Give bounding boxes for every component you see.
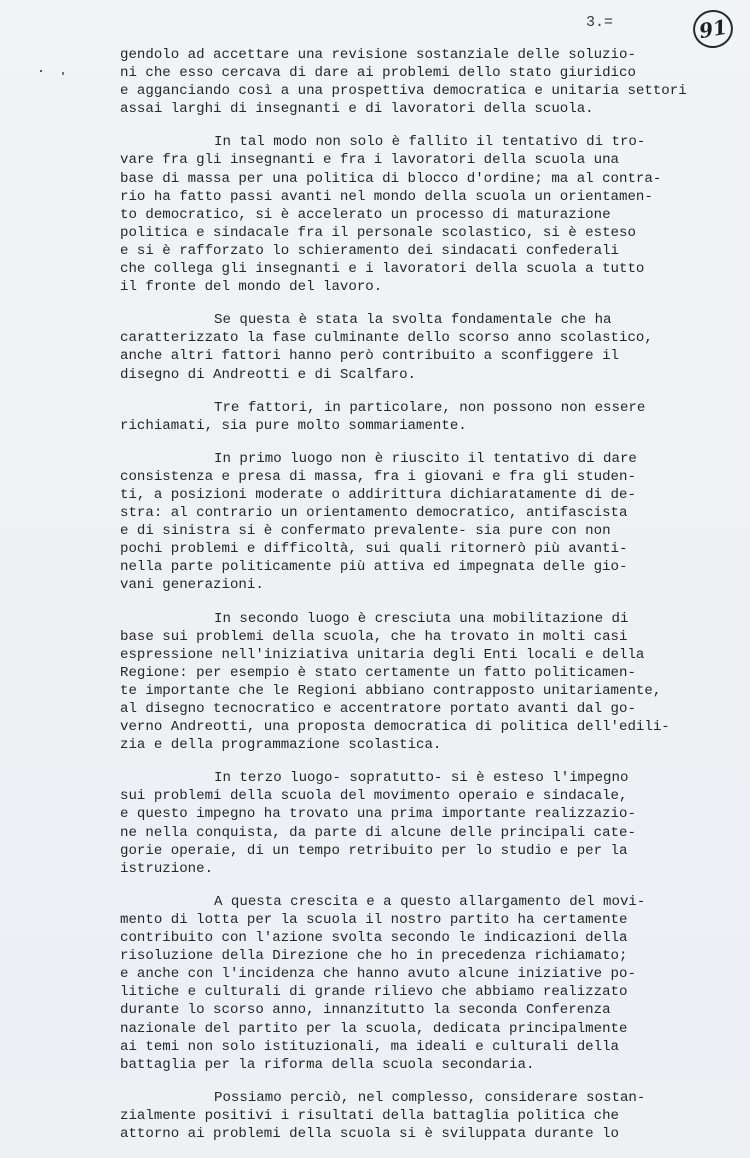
text-line: battaglia per la riforma della scuola secondaria. bbox=[120, 1056, 535, 1073]
text-line: ni che esso cercava di dare ai problemi dello stato giuridico bbox=[120, 65, 636, 82]
text-line: zialmente positivi i risultati della battaglia politica che bbox=[120, 1107, 619, 1124]
text-line: nella parte politicamente più attiva ed impegnata delle gio- bbox=[120, 559, 628, 576]
paragraph bbox=[120, 46, 720, 118]
text-line: durante lo scorso anno, innanzitutto la seconda Conferenza bbox=[120, 1002, 611, 1019]
text-line: e questo impegno ha trovato una prima importante realizzazio- bbox=[120, 806, 636, 823]
scan-speck bbox=[40, 70, 42, 72]
text-line: In tal modo non solo è fallito il tentativo di tro- bbox=[214, 134, 646, 151]
paragraph bbox=[120, 399, 720, 435]
text-line: In primo luogo non è riuscito il tentativo di dare bbox=[214, 450, 637, 467]
text-line: mento di lotta per la scuola il nostro partito ha certamente bbox=[120, 911, 628, 928]
text-line: Se questa è stata la svolta fondamentale che ha bbox=[214, 312, 612, 329]
text-line: te importante che le Regioni abbiano contrapposto unitariamente, bbox=[120, 682, 662, 699]
text-line: nazionale del partito per la scuola, dedicata principalmente bbox=[120, 1020, 628, 1037]
text-line: sui problemi della scuola del movimento operaio e sindacale, bbox=[120, 788, 628, 805]
text-line: litiche e culturali di grande rilievo che abbiamo realizzato bbox=[120, 984, 628, 1001]
text-line: richiamati, sia pure molto sommariamente. bbox=[120, 417, 467, 434]
text-line: base di massa per una politica di blocco d'ordine; ma al contra- bbox=[120, 170, 662, 187]
paragraph bbox=[120, 769, 720, 878]
text-line: disegno di Andreotti e di Scalfaro. bbox=[120, 366, 417, 383]
paragraph bbox=[120, 450, 720, 595]
text-line: caratterizzato la fase culminante dello scorso anno scolastico, bbox=[120, 330, 653, 347]
text-line: attorno ai problemi della scuola si è sviluppata durante lo bbox=[120, 1125, 619, 1142]
text-line: il fronte del mondo del lavoro. bbox=[120, 279, 383, 296]
text-line: che collega gli insegnanti e i lavoratori della scuola a tutto bbox=[120, 261, 645, 278]
text-line: e agganciando così a una prospettiva democratica e unitaria settori bbox=[120, 83, 687, 100]
text-line: vani generazioni. bbox=[120, 577, 264, 594]
text-line: e anche con l'incidenza che hanno avuto alcune iniziative po- bbox=[120, 966, 636, 983]
text-line: base sui problemi della scuola, che ha trovato in molti casi bbox=[120, 628, 628, 645]
paragraph bbox=[120, 133, 720, 296]
text-line: zia e della programmazione scolastica. bbox=[120, 737, 442, 754]
page-number: 3.= bbox=[586, 14, 614, 31]
text-line: Possiamo perciò, nel complesso, considerare sostan- bbox=[214, 1089, 646, 1106]
text-line: verno Andreotti, una proposta democratica di politica dell'edili- bbox=[120, 719, 670, 736]
text-line: assai larghi di insegnanti e di lavoratori della scuola. bbox=[120, 101, 594, 118]
scan-speck bbox=[62, 72, 64, 75]
paragraph bbox=[120, 311, 720, 383]
text-line: consistenza e presa di massa, fra i giovani e fra gli studen- bbox=[120, 468, 636, 485]
text-line: istruzione. bbox=[120, 860, 214, 877]
text-line: ai temi non solo istituzionali, ma ideali e culturali della bbox=[120, 1038, 619, 1055]
text-line: to democratico, si è accelerato un processo di maturazione bbox=[120, 206, 611, 223]
text-line: politica e sindacale fra il personale scolastico, si è esteso bbox=[120, 224, 636, 241]
text-line: ne nella conquista, da parte di alcune delle principali cate- bbox=[120, 824, 636, 841]
archive-stamp: 91 bbox=[690, 7, 736, 51]
text-line: In secondo luogo è cresciuta una mobilitazione di bbox=[214, 610, 629, 627]
text-line: pochi problemi e difficoltà, sui quali ritornerò più avanti- bbox=[120, 541, 628, 558]
text-line: e si è rafforzato lo schieramento dei sindacati confederali bbox=[120, 242, 619, 259]
text-line: vare fra gli insegnanti e fra i lavoratori della scuola una bbox=[120, 152, 619, 169]
text-line: anche altri fattori hanno però contribuito a sconfiggere il bbox=[120, 348, 619, 365]
text-line: al disegno tecnocratico e accentratore portato avanti dal go- bbox=[120, 701, 636, 717]
text-line: rio ha fatto passi avanti nel mondo della scuola un orientamen- bbox=[120, 188, 653, 205]
text-line: gendolo ad accettare una revisione sostanziale delle soluzio- bbox=[120, 47, 636, 63]
text-line: espressione nell'iniziativa unitaria degli Enti locali e della bbox=[120, 646, 645, 663]
paragraph bbox=[120, 1089, 720, 1143]
text-line: stra: al contrario un orientamento democratico, antifascista bbox=[120, 505, 628, 522]
text-line: e di sinistra si è confermato prevalente- sia pure con non bbox=[120, 523, 611, 540]
text-line: risoluzione della Direzione che ho in precedenza richiamato; bbox=[120, 948, 628, 965]
text-line: gorie operaie, di un tempo retribuito per lo studio e per la bbox=[120, 842, 628, 859]
text-line: Tre fattori, in particolare, non possono non essere bbox=[214, 399, 646, 416]
paragraph bbox=[120, 893, 720, 1074]
body-text bbox=[120, 46, 720, 1158]
paragraph bbox=[120, 610, 720, 755]
text-line: contribuito con l'azione svolta secondo le indicazioni della bbox=[120, 930, 628, 947]
text-line: Regione: per esempio è stato certamente un fatto politicamen- bbox=[120, 664, 636, 681]
text-line: In terzo luogo- sopratutto- si è esteso l'impegno bbox=[214, 770, 629, 787]
text-line: ti, a posizioni moderate o addirittura dichiaratamente di de- bbox=[120, 486, 636, 503]
text-line: A questa crescita e a questo allargamento del movi- bbox=[214, 893, 646, 910]
